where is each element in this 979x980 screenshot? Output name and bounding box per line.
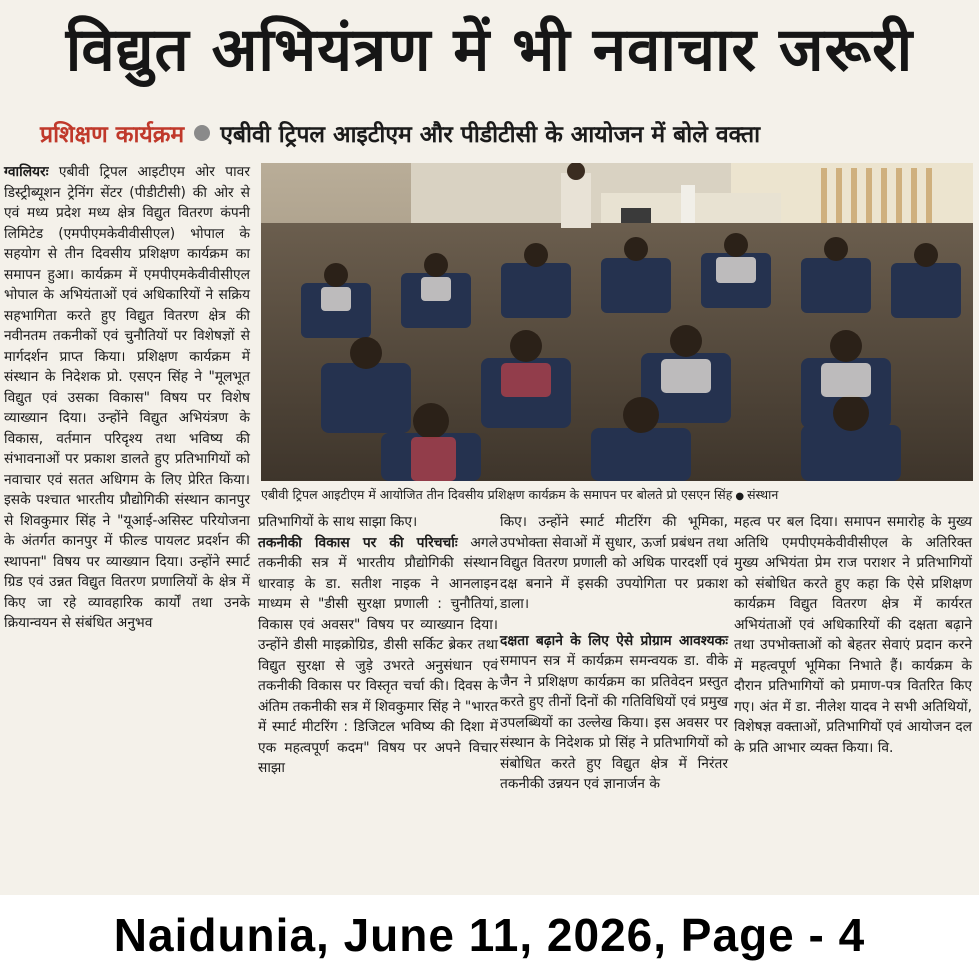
paragraph-text: एबीवी ट्रिपल आइटीएम ओर पावर डिस्ट्रीब्यूशन ट्रेनिंग सेंटर (पीडीटीसी) की ओर से एवं मध्य प्रदेश मध्य क्षेत्र विद्युत वितरण कंपनी लिमिटेड (एमपीएमकेवीवीसीएल) भोपाल के सहयोग से तीन दिवसीय प्रशिक्षण कार्यक्रम का समापन हुआ। कार्यक्रम में एमपीएमकेवीवीसीएल भोपाल के अभियंताओं एवं अधिकारियों ने सक्रिय सहभागिता करते हुए विद्युत वितरण क्षेत्र की नवीनतम तकनीकों एवं चुनौतियों पर विशेषज्ञों से मार्गदर्शन प्राप्त किया। प्रशिक्षण कार्यक्रम में संस्थान के निदेशक प्रो. एसएन सिंह ने "मूलभूत विद्युत एवं उसका विकास" विषय पर विशेष व्याख्यान दिया। उन्होंने विद्युत अभियंत्रण के विकास, वर्तमान परिदृश्य तथा भविष्य की संभावनाओं पर प्रकाश डालते हुए प्रतिभागियों को नवाचार एवं सतत अधिगम के लिए प्रेरित किया। इसके पश्चात भारतीय प्रौद्योगिकी संस्थान कानपुर से शिवकुमार सिंह ने "यूआई-असिस्ट परियोजना के अंतर्गत कानपुर में फील्ड पायलट प्रदर्शन की स्थापना" विषय पर व्याख्यान दिया। उन्होंने स्मार्ट ग्रिड एवं उन्नत विद्युत वितरण प्रणालियों के क्षेत्र में किए जा रहे व्यावहारिक कार्यों तथा उनके क्रियान्वयन से संबंधित अनुभव (4, 164, 250, 631)
caption-text: एबीवी ट्रिपल आइटीएम में आयोजित तीन दिवसीय प्रशिक्षण कार्यक्रम के समापन पर बोलते प्रो एसएन सिंह (261, 487, 733, 502)
paragraph (500, 631, 728, 795)
category-label: प्रशिक्षण कार्यक्रम (40, 122, 185, 148)
section-heading: तकनीकी विकास पर की परिचर्चाः (258, 534, 458, 551)
article-column-4 (734, 512, 972, 758)
photo-caption (261, 486, 973, 503)
event-photo (261, 163, 973, 481)
article-column-1 (4, 162, 250, 634)
photo-credit: संस्थान (747, 487, 779, 502)
paragraph-text: समापन सत्र में कार्यक्रम समन्वयक डा. वीके जैन ने प्रशिक्षण कार्यक्रम का प्रतिवेदन प्रस्तुत करते हुए तीनों दिनों की गतिविधियों एवं प्रमुख उपलब्धियों का उल्लेख किया। इस अवसर पर संस्थान के निदेशक प्रो सिंह ने प्रतिभागियों को संबोधित करते हुए विद्युत क्षेत्र में निरंतर तकनीकी उन्नयन एवं ज्ञानार्जन के (500, 653, 728, 792)
paragraph: प्रतिभागियों के साथ साझा किए। (258, 514, 418, 530)
article-column-3 (500, 512, 728, 795)
source-footer: Naidunia, June 11, 2026, Page - 4 (113, 909, 866, 961)
bullet-icon (194, 125, 210, 141)
section-heading: दक्षता बढ़ाने के लिए ऐसे प्रोग्राम आवश्यकः (500, 632, 728, 649)
paragraph (4, 162, 250, 634)
bullet-icon: ● (735, 491, 745, 502)
paragraph-text: अगले तकनीकी सत्र में भारतीय प्रौद्योगिकी संस्थान धारवाड़ के डा. सतीश नाइक ने आनलाइन माध्यम से "डीसी सुरक्षा प्रणाली : चुनौतियां, विकास एवं अवसर" विषय पर व्याख्यान दिया। उन्होंने डीसी माइक्रोग्रिड, डीसी सर्किट ब्रेकर तथा विद्युत सुरक्षा से जुड़े उभरते अनुसंधान एवं तकनीकी विकास पर विस्तृत चर्चा की। दिवस के अंतिम तकनीकी सत्र में शिवकुमार सिंह ने "भारत में स्मार्ट मीटरिंग : डिजिटल भविष्य की दिशा में एक महत्वपूर्ण कदम" विषय पर अपने विचार साझा (258, 534, 498, 776)
paragraph: किए। उन्होंने स्मार्ट मीटरिंग की भूमिका, उपभोक्ता सेवाओं में सुधार, ऊर्जा प्रबंधन तथा विद्युत वितरण प्रणाली को अधिक पारदर्शी एवं दक्ष बनाने में इसकी उपयोगिता पर प्रकाश डाला। (500, 514, 728, 612)
subheadline: एबीवी ट्रिपल आइटीएम और पीडीटीसी के आयोजन में बोले वक्ता (220, 122, 761, 148)
dateline: ग्वालियरः (4, 164, 49, 180)
paragraph (258, 533, 498, 779)
audience-photo-illustration (261, 163, 973, 481)
subheadline-row (40, 116, 760, 150)
paragraph: महत्व पर बल दिया। समापन समारोह के मुख्य अतिथि एमपीएमकेवीवीसीएल के अतिरिक्त मुख्य अभियंता प्रेम राज पराशर ने प्रतिभागियों को संबोधित करते हुए कहा कि ऐसे प्रशिक्षण कार्यक्रम विद्युत वितरण क्षेत्र में कार्यरत अभियंताओं एवं अधिकारियों की दक्षता बढ़ाने तथा उपभोक्ताओं को बेहतर सेवाएं प्रदान करने में महत्वपूर्ण भूमिका निभाते हैं। कार्यक्रम के दौरान प्रतिभागियों को प्रमाण-पत्र वितरित किए गए। अंत में डा. नीलेश यादव ने सभी अतिथियों, विशेषज्ञ वक्ताओं, प्रतिभागियों एवं आयोजन दल के प्रति आभार व्यक्त किया। वि. (734, 514, 972, 756)
article-column-2 (258, 512, 498, 779)
headline: विद्युत अभियंत्रण में भी नवाचार जरूरी (65, 15, 914, 85)
